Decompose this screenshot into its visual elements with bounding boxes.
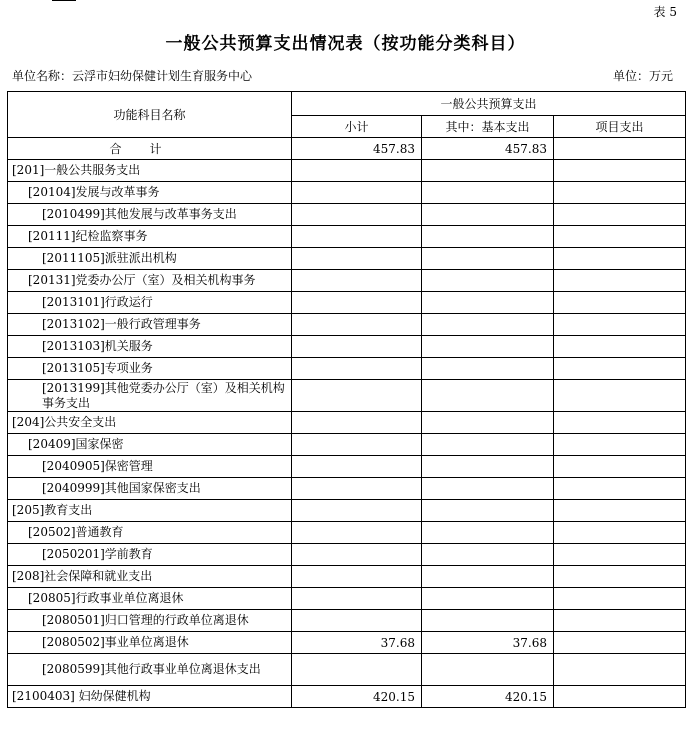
row-project <box>554 412 686 434</box>
row-name: [2040999]其他国家保密支出 <box>8 478 292 500</box>
row-subtotal <box>292 160 422 182</box>
table-row <box>8 336 686 358</box>
row-basic <box>422 544 554 566</box>
row-basic <box>422 226 554 248</box>
row-name: [20502]普通教育 <box>8 522 292 544</box>
row-subtotal <box>292 248 422 270</box>
row-project <box>554 182 686 204</box>
row-subtotal <box>292 544 422 566</box>
page-title: 一般公共预算支出情况表（按功能分类科目） <box>165 34 526 54</box>
row-project <box>554 654 686 686</box>
row-name: [2100403] 妇幼保健机构 <box>8 686 292 708</box>
row-name: [204]公共安全支出 <box>8 412 292 434</box>
row-name: [2013102]一般行政管理事务 <box>8 314 292 336</box>
row-basic <box>422 654 554 686</box>
row-project <box>554 380 686 412</box>
row-name: [2080501]归口管理的行政单位离退休 <box>8 610 292 632</box>
table-row <box>8 500 686 522</box>
row-project <box>554 544 686 566</box>
table-row <box>8 248 686 270</box>
row-name: [20104]发展与改革事务 <box>8 182 292 204</box>
table-row <box>8 182 686 204</box>
row-subtotal: 420.15 <box>292 686 422 708</box>
row-project <box>554 226 686 248</box>
row-basic <box>422 610 554 632</box>
row-name: [2080502]事业单位离退休 <box>8 632 292 654</box>
row-project <box>554 336 686 358</box>
row-subtotal <box>292 456 422 478</box>
header-function-name: 功能科目名称 <box>8 92 292 138</box>
row-basic <box>422 358 554 380</box>
row-basic <box>422 204 554 226</box>
row-basic <box>422 380 554 412</box>
row-subtotal <box>292 566 422 588</box>
row-subtotal <box>292 434 422 456</box>
row-subtotal <box>292 522 422 544</box>
table-row <box>8 434 686 456</box>
row-project <box>554 500 686 522</box>
total-basic: 457.83 <box>422 138 554 160</box>
row-project <box>554 292 686 314</box>
row-basic <box>422 456 554 478</box>
row-subtotal <box>292 654 422 686</box>
header-subtotal: 小计 <box>292 116 422 138</box>
table-row <box>8 632 686 654</box>
row-name: [2050201]学前教育 <box>8 544 292 566</box>
header-basic-expenditure: 其中：基本支出 <box>422 116 554 138</box>
row-project <box>554 248 686 270</box>
header-project-expenditure: 项目支出 <box>554 116 686 138</box>
row-subtotal <box>292 292 422 314</box>
row-basic <box>422 500 554 522</box>
row-basic <box>422 270 554 292</box>
row-subtotal <box>292 610 422 632</box>
row-subtotal <box>292 226 422 248</box>
row-name: [20131]党委办公厅（室）及相关机构事务 <box>8 270 292 292</box>
table-row <box>8 522 686 544</box>
row-name: [208]社会保障和就业支出 <box>8 566 292 588</box>
row-name: [2080599]其他行政事业单位离退休支出 <box>8 654 292 686</box>
row-project <box>554 478 686 500</box>
row-project <box>554 314 686 336</box>
row-project <box>554 358 686 380</box>
row-basic <box>422 588 554 610</box>
table-row <box>8 588 686 610</box>
row-basic <box>422 478 554 500</box>
table-row <box>8 160 686 182</box>
row-subtotal: 37.68 <box>292 632 422 654</box>
row-subtotal <box>292 270 422 292</box>
row-basic <box>422 292 554 314</box>
table-row <box>8 686 686 708</box>
currency-unit-label: 单位：万元 <box>612 69 673 83</box>
row-name: [20805]行政事业单位离退休 <box>8 588 292 610</box>
row-project <box>554 270 686 292</box>
row-subtotal <box>292 314 422 336</box>
row-basic: 420.15 <box>422 686 554 708</box>
row-subtotal <box>292 412 422 434</box>
row-subtotal <box>292 478 422 500</box>
row-basic <box>422 160 554 182</box>
row-project <box>554 588 686 610</box>
row-subtotal <box>292 500 422 522</box>
row-project <box>554 610 686 632</box>
row-subtotal <box>292 358 422 380</box>
row-name: [2013199]其他党委办公厅（室）及相关机构事务支出 <box>8 380 292 412</box>
row-basic <box>422 314 554 336</box>
row-name: [20111]纪检监察事务 <box>8 226 292 248</box>
row-subtotal <box>292 204 422 226</box>
header-general-budget: 一般公共预算支出 <box>292 92 686 116</box>
top-rule <box>52 0 76 1</box>
table-row <box>8 610 686 632</box>
row-basic <box>422 522 554 544</box>
row-project <box>554 632 686 654</box>
table-row <box>8 412 686 434</box>
table-row <box>8 456 686 478</box>
row-name: [201]一般公共服务支出 <box>8 160 292 182</box>
total-row <box>8 138 686 160</box>
table-number: 表 5 <box>653 5 677 19</box>
row-name: [2013101]行政运行 <box>8 292 292 314</box>
row-name: [205]教育支出 <box>8 500 292 522</box>
row-project <box>554 204 686 226</box>
row-name: [2011105]派驻派出机构 <box>8 248 292 270</box>
row-project <box>554 566 686 588</box>
total-project <box>554 138 686 160</box>
table-row <box>8 270 686 292</box>
row-project <box>554 456 686 478</box>
budget-table <box>7 91 686 708</box>
row-basic <box>422 412 554 434</box>
row-basic: 37.68 <box>422 632 554 654</box>
table-row <box>8 292 686 314</box>
total-label: 合计 <box>8 138 292 160</box>
row-subtotal <box>292 336 422 358</box>
unit-name-label: 单位名称：云浮市妇幼保健计划生育服务中心 <box>12 69 253 83</box>
row-name: [2010499]其他发展与改革事务支出 <box>8 204 292 226</box>
table-row <box>8 314 686 336</box>
row-project <box>554 434 686 456</box>
total-subtotal: 457.83 <box>292 138 422 160</box>
row-basic <box>422 248 554 270</box>
table-row <box>8 380 686 412</box>
row-name: [2040905]保密管理 <box>8 456 292 478</box>
row-project <box>554 160 686 182</box>
table-row <box>8 478 686 500</box>
table-row <box>8 566 686 588</box>
row-subtotal <box>292 380 422 412</box>
table-row <box>8 544 686 566</box>
row-basic <box>422 336 554 358</box>
table-row <box>8 654 686 686</box>
row-name: [2013103]机关服务 <box>8 336 292 358</box>
table-row <box>8 226 686 248</box>
row-basic <box>422 182 554 204</box>
table-row <box>8 204 686 226</box>
row-basic <box>422 434 554 456</box>
row-project <box>554 686 686 708</box>
row-name: [2013105]专项业务 <box>8 358 292 380</box>
row-basic <box>422 566 554 588</box>
row-name: [20409]国家保密 <box>8 434 292 456</box>
row-project <box>554 522 686 544</box>
table-row <box>8 358 686 380</box>
row-subtotal <box>292 182 422 204</box>
row-subtotal <box>292 588 422 610</box>
